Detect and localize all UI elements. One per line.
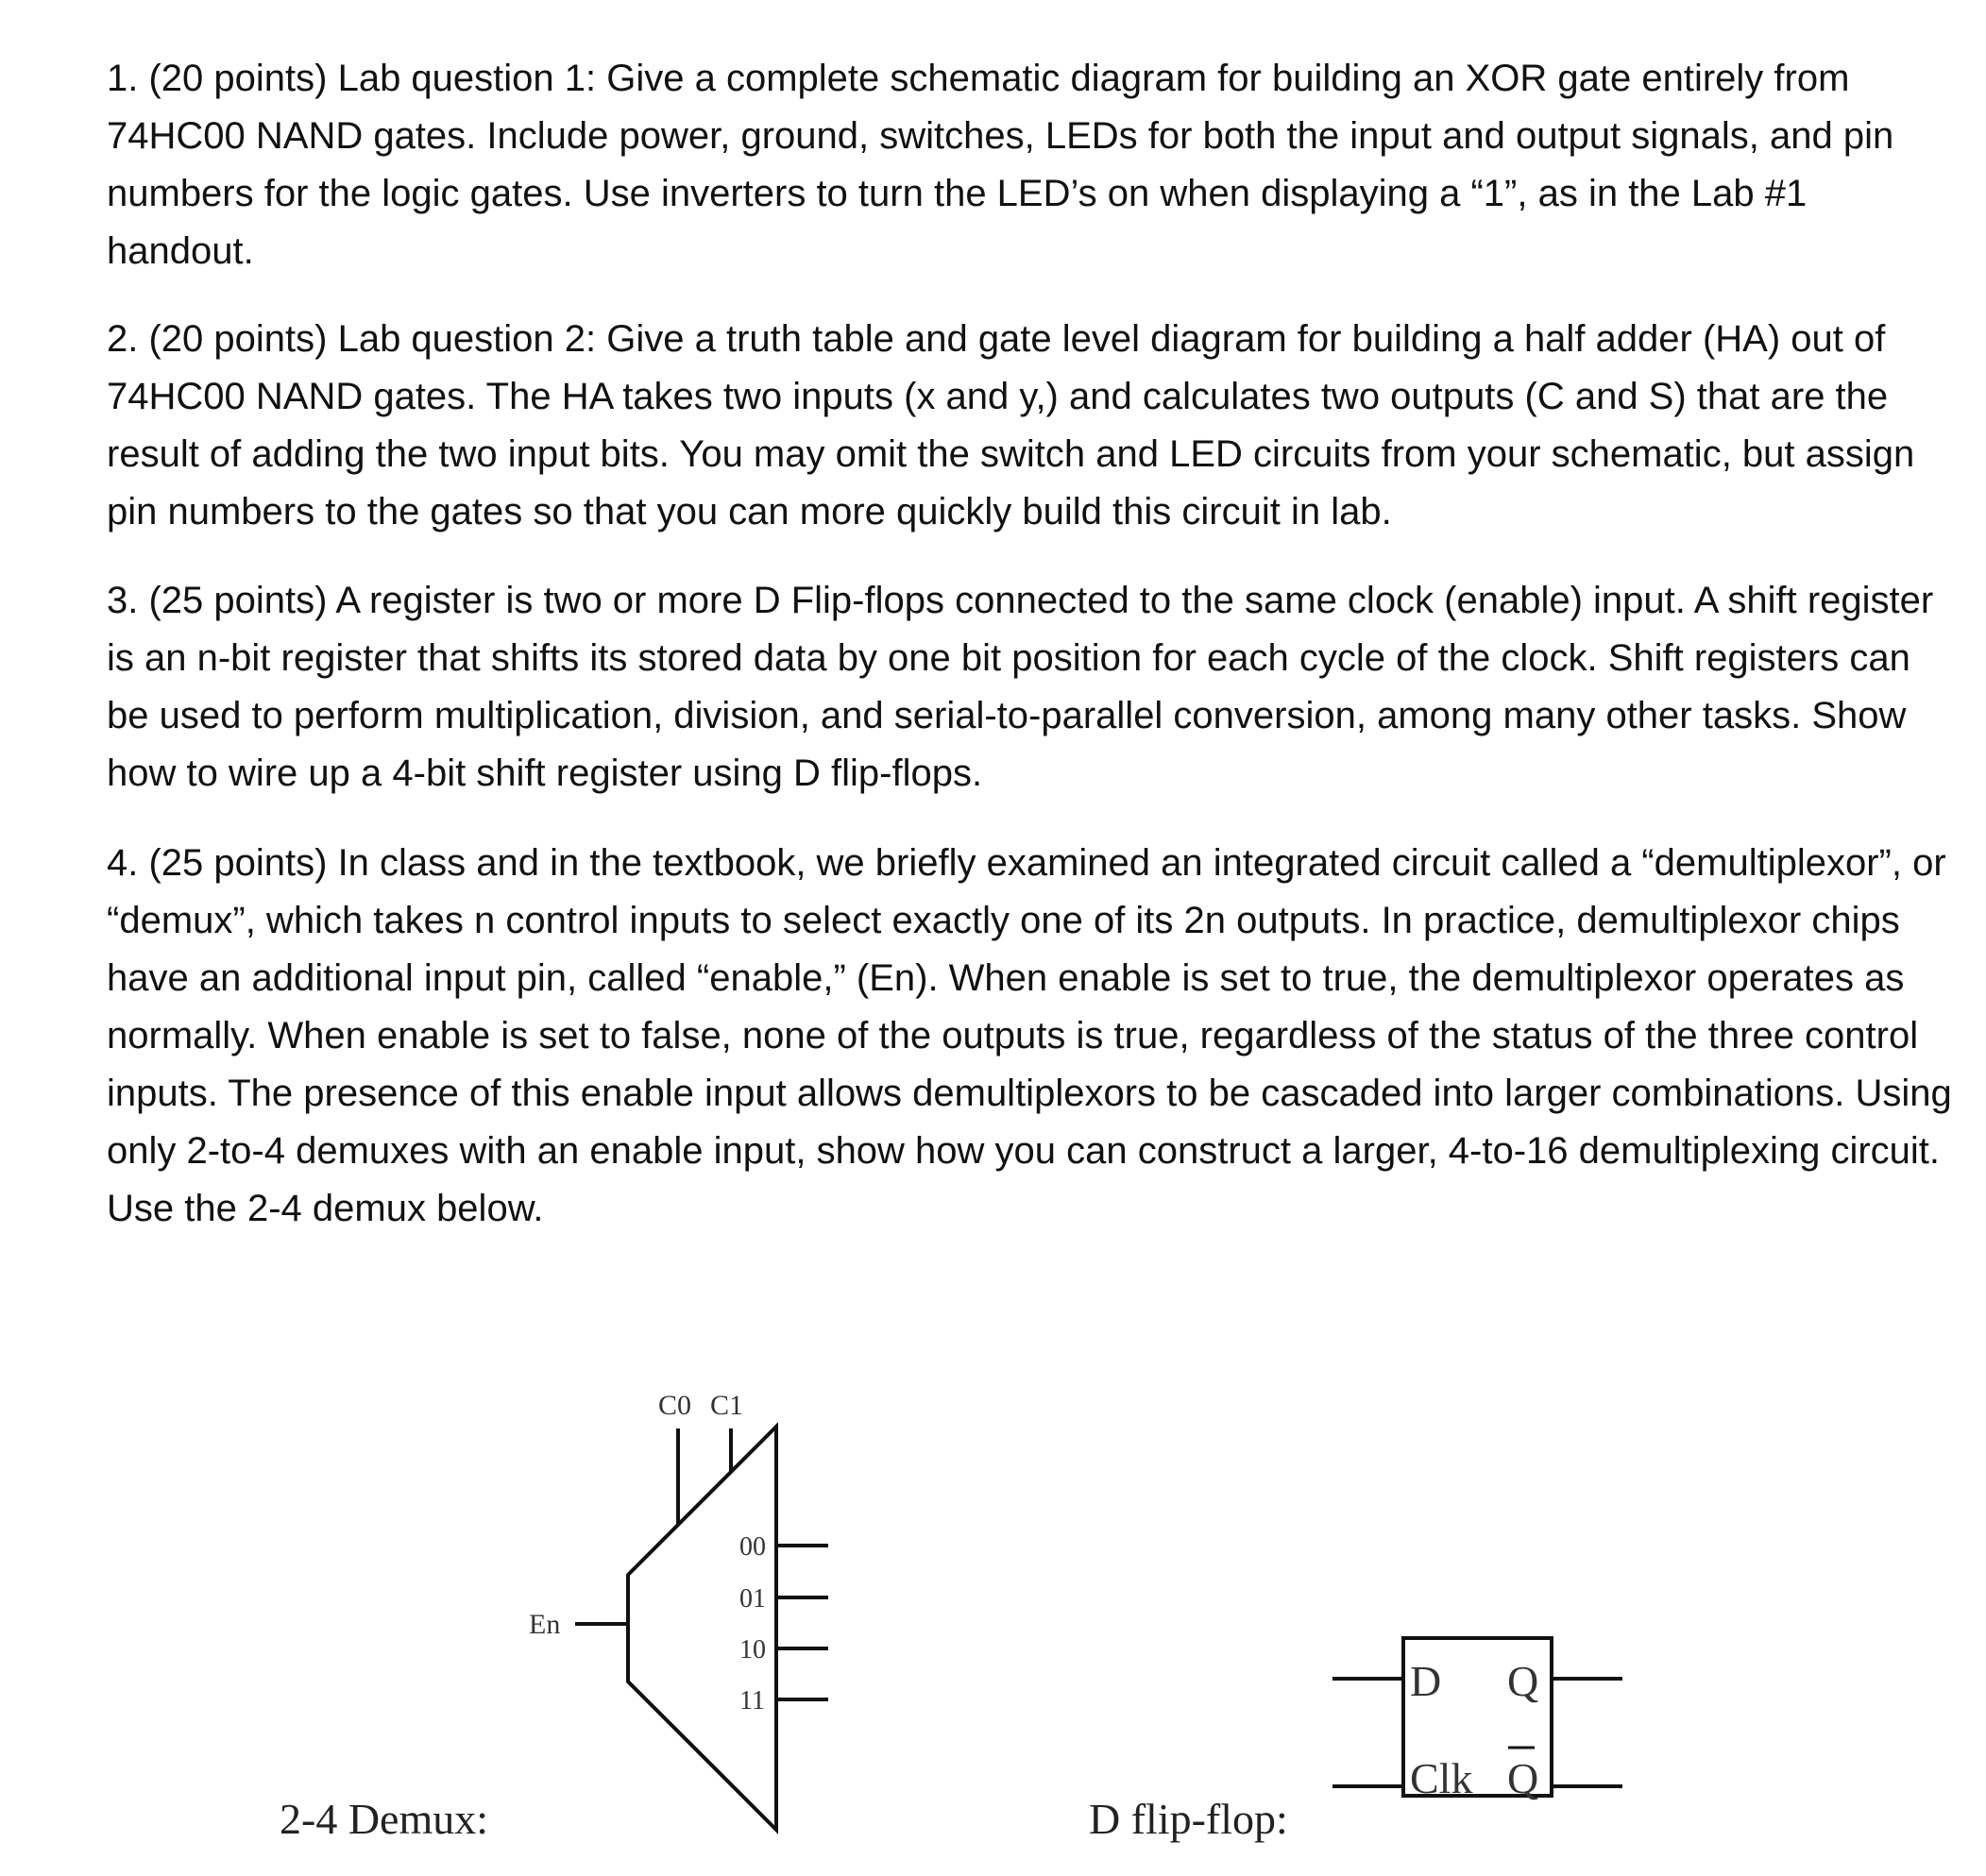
flipflop-diagram bbox=[1332, 1638, 1622, 1796]
demux-caption: 2-4 Demux: bbox=[280, 1795, 489, 1843]
flipflop-caption: D flip-flop: bbox=[1089, 1795, 1288, 1843]
demux-c1-label: C1 bbox=[710, 1390, 744, 1421]
flipflop-clk-label: Clk bbox=[1410, 1754, 1473, 1802]
demux-out-00-label: 00 bbox=[739, 1532, 766, 1562]
demux-diagram bbox=[575, 1427, 828, 1830]
demux-out-10-label: 10 bbox=[739, 1635, 766, 1665]
demux-c0-label: C0 bbox=[658, 1390, 692, 1421]
question-1: 1. (20 points) Lab question 1: Give a complete schematic diagram for building an XOR gate entirely from 74HC00 NAND gates. Include power, ground, switches, LEDs for both the input and output signals, and pin numbers for the logic gates. Use inverters to turn the LED’s on when displaying a “1”, as in the Lab #1 handout. bbox=[107, 58, 1894, 272]
flipflop-qbar-label: Q bbox=[1507, 1754, 1539, 1802]
question-2: 2. (20 points) Lab question 2: Give a truth table and gate level diagram for building a half adder (HA) out of 74HC00 NAND gates. The HA takes two inputs (x and y,) and calculates two outputs (C and S) that are the result of adding the two input bits. You may omit the switch and LED circuits from your schematic, but assign pin numbers to the gates so that you can more quickly build this circuit in lab. bbox=[107, 318, 1915, 532]
demux-en-label: En bbox=[529, 1609, 561, 1640]
flipflop-d-label: D bbox=[1410, 1657, 1442, 1705]
demux-out-01-label: 01 bbox=[739, 1584, 766, 1614]
flipflop-q-label: Q bbox=[1507, 1657, 1539, 1705]
demux-body bbox=[628, 1427, 776, 1830]
question-4: 4. (25 points) In class and in the textbook, we briefly examined an integrated circuit called a “demultiplexor”, or “demux”, which takes n control inputs to select exactly one of its 2n outputs. In practice, demultiplexor chips have an additional input pin, called “enable,” (En). When enable is set to true, the demultiplexor operates as normally. When enable is set to false, none of the outputs is true, regardless of the status of the three control inputs. The presence of this enable input allows demultiplexors to be cascaded into larger combinations. Using only 2-to-4 demuxes with an enable input, show how you can construct a larger, 4-to-16 demultiplexing circuit. Use the 2-4 demux below. bbox=[107, 842, 1952, 1229]
question-3: 3. (25 points) A register is two or more D Flip-flops connected to the same clock (enable) input. A shift register is an n-bit register that shifts its stored data by one bit position for each cycle of the clock. Shift registers can be used to perform multiplication, division, and serial-to-parallel conversion, among many other tasks. Show how to wire up a 4-bit shift register using D flip-flops. bbox=[107, 580, 1934, 794]
demux-out-11-label: 11 bbox=[739, 1686, 765, 1715]
